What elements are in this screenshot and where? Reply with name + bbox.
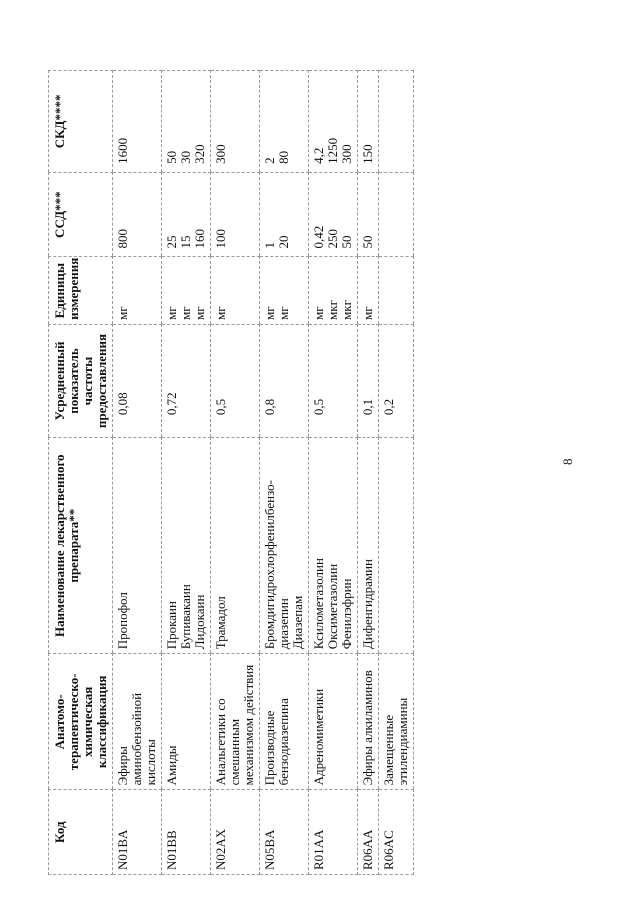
table-row	[379, 71, 414, 875]
row-units	[379, 257, 414, 324]
drug-name-cell: Бромдигидрохлорфенилбензо-диазепин	[262, 480, 291, 650]
row-drugs	[379, 438, 414, 654]
header-frequency: Усредненный показатель частоты предоставления	[49, 324, 113, 437]
code-cell: N02AX	[213, 828, 228, 870]
unit-cell: мг	[311, 306, 326, 320]
drug-name-cell: Прокаин	[164, 601, 179, 650]
ssd-cell: 800	[115, 228, 130, 249]
row-frequency	[211, 324, 260, 437]
row-ssd	[309, 172, 358, 257]
frequency-cell: 0,5	[213, 398, 228, 416]
row-units	[113, 257, 162, 324]
table-row	[113, 71, 162, 875]
row-classification	[358, 654, 379, 790]
drug-name-cell: Пропофол	[115, 592, 130, 650]
row-units	[162, 257, 211, 324]
frequency-cell: 0,8	[262, 398, 277, 416]
row-code	[379, 790, 414, 875]
skd-cell: 4,2	[311, 147, 326, 164]
row-classification	[260, 654, 309, 790]
drug-name-cell: Трамадол	[213, 596, 228, 650]
table-row	[211, 71, 260, 875]
unit-cell: мг	[164, 306, 179, 320]
unit-cell: мг	[192, 306, 207, 320]
skd-cell: 320	[192, 144, 207, 164]
skd-cell: 50	[164, 150, 179, 164]
skd-cell: 80	[276, 150, 291, 164]
row-frequency	[358, 324, 379, 437]
row-code	[260, 790, 309, 875]
drug-name-cell: Бупивакаин	[178, 584, 193, 650]
row-classification	[162, 654, 211, 790]
code-cell: N01BB	[164, 830, 179, 870]
drug-name-cell: Диазепам	[290, 595, 305, 650]
ssd-cell: 50	[360, 235, 375, 249]
ssd-cell: 15	[178, 235, 193, 249]
row-drugs	[358, 438, 379, 654]
drug-name-cell: Ксилометазолин	[311, 558, 326, 650]
drug-name-cell: Лидокаин	[192, 594, 207, 650]
classification-cell: Замещенные этилендиамины	[381, 697, 410, 786]
classification-cell: Производные бензодиазепина	[262, 698, 291, 786]
header-skd: СКД****	[49, 71, 113, 173]
drug-name-cell: Оксиметазолин	[325, 563, 340, 650]
row-ssd	[358, 172, 379, 257]
row-drugs	[211, 438, 260, 654]
drug-name-cell: Дифенгидрамин	[360, 558, 375, 650]
code-cell: N01BA	[115, 829, 130, 870]
table-row	[260, 71, 309, 875]
row-skd	[358, 71, 379, 173]
table-body	[113, 71, 414, 875]
unit-cell: мкг	[325, 300, 340, 320]
row-code	[211, 790, 260, 875]
row-skd	[162, 71, 211, 173]
row-drugs	[260, 438, 309, 654]
page-number: 8	[560, 458, 575, 465]
row-ssd	[211, 172, 260, 257]
row-code	[358, 790, 379, 875]
row-ssd	[162, 172, 211, 257]
code-cell: N05BA	[262, 829, 277, 870]
code-cell: R06AA	[360, 829, 375, 870]
header-unit: Единицы измерения	[49, 257, 113, 324]
classification-cell: Анальгетики со смешанным механизмом действия	[213, 664, 256, 786]
table-row	[309, 71, 358, 875]
row-units	[309, 257, 358, 324]
row-classification	[211, 654, 260, 790]
drug-table	[48, 70, 414, 875]
ssd-cell: 50	[339, 235, 354, 249]
skd-cell: 2	[262, 157, 277, 164]
skd-cell: 300	[339, 144, 354, 164]
row-frequency	[309, 324, 358, 437]
row-classification	[379, 654, 414, 790]
unit-cell: мг	[115, 306, 130, 320]
header-row	[49, 71, 113, 875]
unit-cell: мг	[262, 306, 277, 320]
frequency-cell: 0,5	[311, 398, 326, 416]
drug-name-cell: Фенилэфрин	[339, 578, 354, 650]
row-skd	[379, 71, 414, 173]
row-code	[113, 790, 162, 875]
unit-cell: мг	[276, 306, 291, 320]
row-drugs	[309, 438, 358, 654]
row-frequency	[113, 324, 162, 437]
row-skd	[211, 71, 260, 173]
row-classification	[309, 654, 358, 790]
ssd-cell: 25	[164, 235, 179, 249]
ssd-cell: 160	[192, 228, 207, 249]
header-code: Код	[49, 790, 113, 875]
classification-cell: Амиды	[164, 745, 179, 786]
row-skd	[309, 71, 358, 173]
header-drug-name: Наименование лекарственного препарата**	[49, 438, 113, 654]
frequency-cell: 0,1	[360, 398, 375, 416]
ssd-cell: 1	[262, 241, 277, 249]
row-frequency	[260, 324, 309, 437]
skd-cell: 30	[178, 150, 193, 164]
skd-cell: 1600	[115, 137, 130, 164]
row-units	[358, 257, 379, 324]
row-frequency	[379, 324, 414, 437]
ssd-cell: 100	[213, 228, 228, 249]
classification-cell: Эфиры аминобензойной кислоты	[115, 692, 158, 786]
row-drugs	[113, 438, 162, 654]
skd-cell: 150	[360, 144, 375, 164]
ssd-cell: 20	[276, 235, 291, 249]
unit-cell: мг	[213, 306, 228, 320]
ssd-cell: 250	[325, 228, 340, 249]
row-units	[211, 257, 260, 324]
row-skd	[113, 71, 162, 173]
row-units	[260, 257, 309, 324]
skd-cell: 300	[213, 144, 228, 164]
classification-cell: Адреномиметики	[311, 688, 326, 786]
classification-cell: Эфиры алкиламинов	[360, 670, 375, 786]
row-ssd	[260, 172, 309, 257]
row-frequency	[162, 324, 211, 437]
row-ssd	[379, 172, 414, 257]
skd-cell: 1250	[325, 137, 340, 164]
ssd-cell: 0,42	[311, 225, 326, 249]
frequency-cell: 0,08	[115, 392, 130, 416]
row-ssd	[113, 172, 162, 257]
frequency-cell: 0,2	[381, 398, 396, 416]
row-skd	[260, 71, 309, 173]
unit-cell: мг	[178, 306, 193, 320]
code-cell: R01AA	[311, 829, 326, 870]
row-classification	[113, 654, 162, 790]
table-row	[162, 71, 211, 875]
unit-cell: мг	[360, 306, 375, 320]
table-row	[358, 71, 379, 875]
header-classification: Анатомо-терапевтическо-химическая классификация	[49, 654, 113, 790]
row-drugs	[162, 438, 211, 654]
unit-cell: мкг	[339, 300, 354, 320]
header-ssd: ССД***	[49, 172, 113, 257]
code-cell: R06AC	[381, 830, 396, 870]
row-code	[162, 790, 211, 875]
frequency-cell: 0,72	[164, 392, 179, 416]
row-code	[309, 790, 358, 875]
